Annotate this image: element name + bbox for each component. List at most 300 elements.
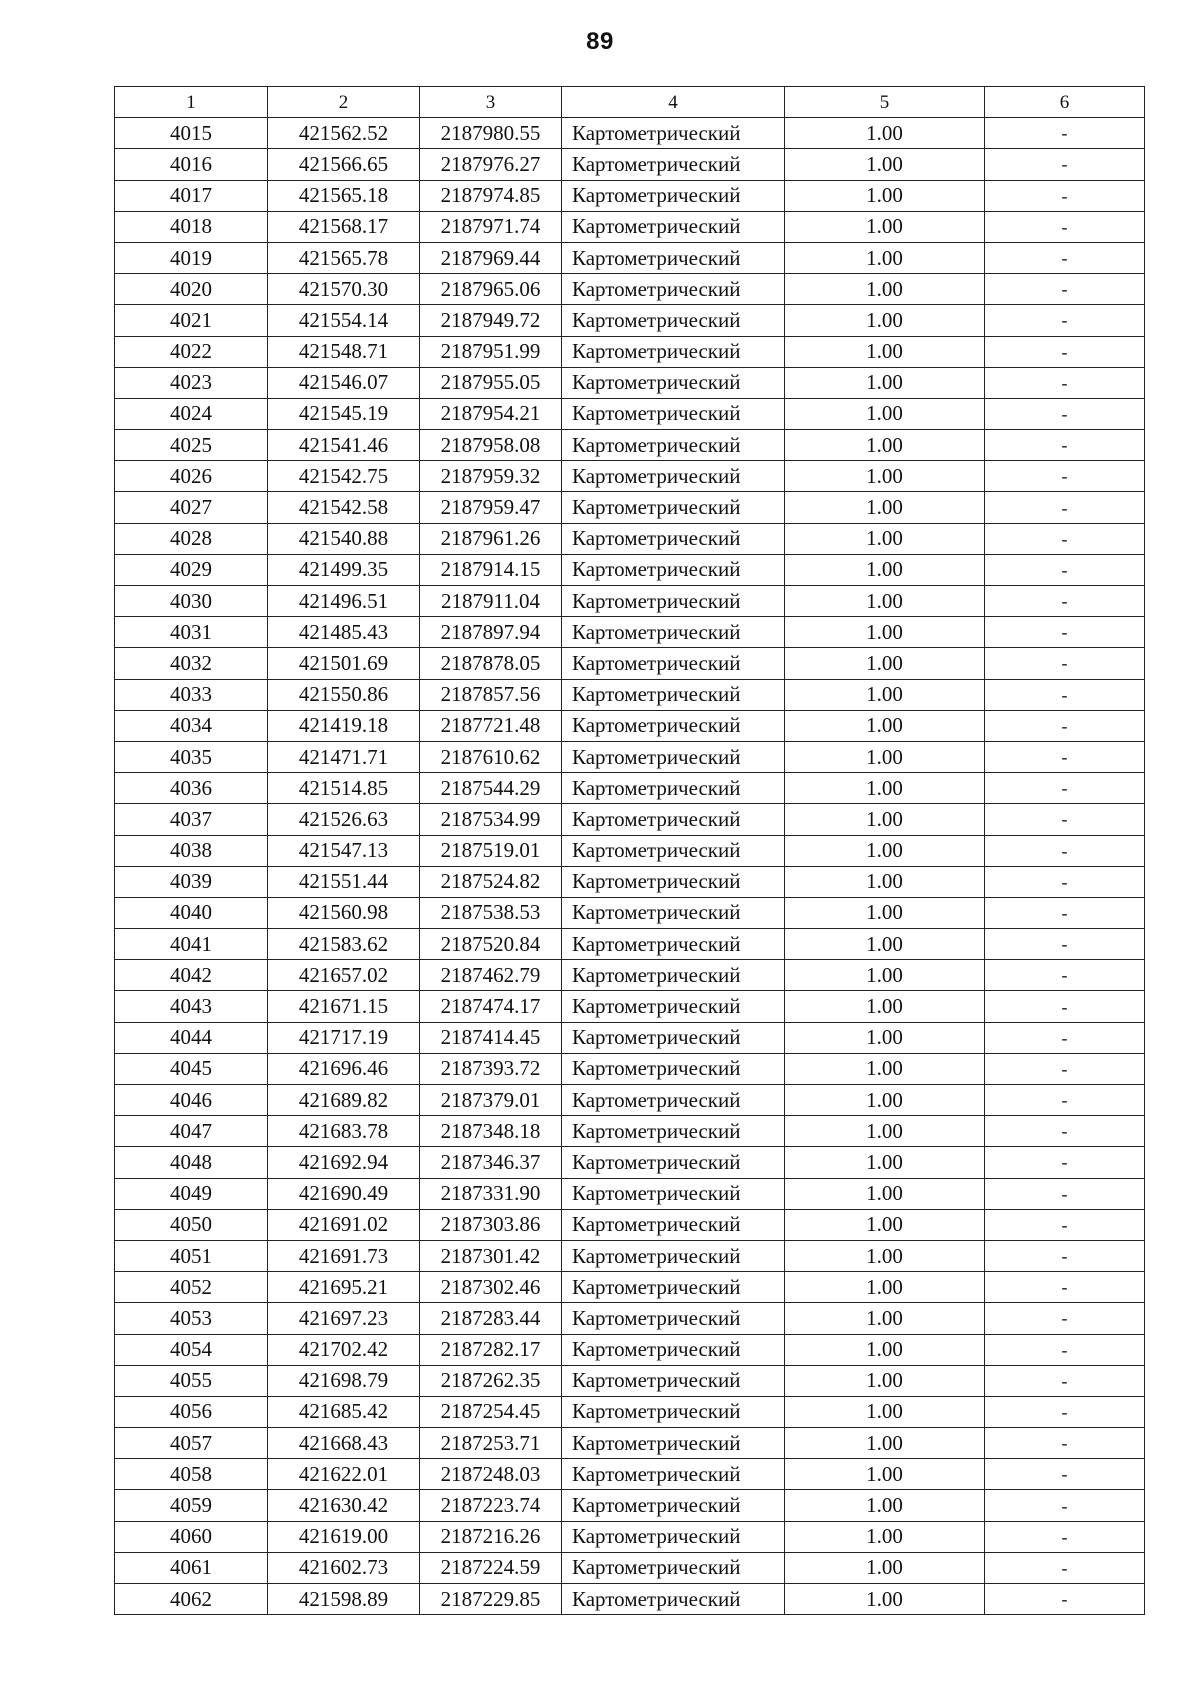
table-row (115, 866, 1145, 897)
point-number-cell: 4060 (115, 1521, 268, 1552)
x-coordinate-cell: 421565.78 (268, 242, 420, 273)
y-coordinate-cell: 2187253.71 (420, 1428, 562, 1459)
accuracy-cell: 1.00 (785, 1085, 985, 1116)
table-row (115, 586, 1145, 617)
accuracy-cell: 1.00 (785, 710, 985, 741)
method-cell: Картометрический (562, 398, 785, 429)
accuracy-cell: 1.00 (785, 1552, 985, 1583)
x-coordinate-cell: 421689.82 (268, 1085, 420, 1116)
point-number-cell: 4035 (115, 741, 268, 772)
method-cell: Картометрический (562, 554, 785, 585)
method-cell: Картометрический (562, 1521, 785, 1552)
note-cell: - (985, 180, 1145, 211)
note-cell: - (985, 367, 1145, 398)
accuracy-cell: 1.00 (785, 741, 985, 772)
point-number-cell: 4040 (115, 897, 268, 928)
table-row (115, 149, 1145, 180)
y-coordinate-cell: 2187229.85 (420, 1584, 562, 1615)
table-row (115, 367, 1145, 398)
x-coordinate-cell: 421501.69 (268, 648, 420, 679)
point-number-cell: 4042 (115, 960, 268, 991)
point-number-cell: 4034 (115, 710, 268, 741)
y-coordinate-cell: 2187961.26 (420, 523, 562, 554)
point-number-cell: 4032 (115, 648, 268, 679)
point-number-cell: 4053 (115, 1303, 268, 1334)
method-cell: Картометрический (562, 897, 785, 928)
point-number-cell: 4027 (115, 492, 268, 523)
accuracy-cell: 1.00 (785, 149, 985, 180)
accuracy-cell: 1.00 (785, 586, 985, 617)
table-header (115, 87, 1145, 118)
y-coordinate-cell: 2187971.74 (420, 211, 562, 242)
y-coordinate-cell: 2187301.42 (420, 1240, 562, 1271)
table-row (115, 1053, 1145, 1084)
point-number-cell: 4048 (115, 1147, 268, 1178)
point-number-cell: 4029 (115, 554, 268, 585)
table-row (115, 1584, 1145, 1615)
point-number-cell: 4016 (115, 149, 268, 180)
y-coordinate-cell: 2187524.82 (420, 866, 562, 897)
note-cell: - (985, 866, 1145, 897)
method-cell: Картометрический (562, 617, 785, 648)
point-number-cell: 4023 (115, 367, 268, 398)
x-coordinate-cell: 421541.46 (268, 430, 420, 461)
accuracy-cell: 1.00 (785, 554, 985, 585)
accuracy-cell: 1.00 (785, 211, 985, 242)
point-number-cell: 4039 (115, 866, 268, 897)
accuracy-cell: 1.00 (785, 804, 985, 835)
x-coordinate-cell: 421526.63 (268, 804, 420, 835)
method-cell: Картометрический (562, 1490, 785, 1521)
note-cell: - (985, 1272, 1145, 1303)
accuracy-cell: 1.00 (785, 773, 985, 804)
point-number-cell: 4019 (115, 242, 268, 273)
table-row (115, 492, 1145, 523)
y-coordinate-cell: 2187519.01 (420, 835, 562, 866)
accuracy-cell: 1.00 (785, 242, 985, 273)
table-row (115, 1178, 1145, 1209)
table-row (115, 1396, 1145, 1427)
method-cell: Картометрический (562, 773, 785, 804)
point-number-cell: 4043 (115, 991, 268, 1022)
y-coordinate-cell: 2187331.90 (420, 1178, 562, 1209)
x-coordinate-cell: 421554.14 (268, 305, 420, 336)
note-cell: - (985, 398, 1145, 429)
point-number-cell: 4021 (115, 305, 268, 336)
table-row (115, 1521, 1145, 1552)
note-cell: - (985, 1116, 1145, 1147)
table-row (115, 835, 1145, 866)
point-number-cell: 4047 (115, 1116, 268, 1147)
accuracy-cell: 1.00 (785, 1240, 985, 1271)
point-number-cell: 4054 (115, 1334, 268, 1365)
y-coordinate-cell: 2187538.53 (420, 897, 562, 928)
y-coordinate-cell: 2187303.86 (420, 1209, 562, 1240)
note-cell: - (985, 1428, 1145, 1459)
accuracy-cell: 1.00 (785, 929, 985, 960)
method-cell: Картометрический (562, 1303, 785, 1334)
point-number-cell: 4049 (115, 1178, 268, 1209)
note-cell: - (985, 991, 1145, 1022)
y-coordinate-cell: 2187262.35 (420, 1365, 562, 1396)
method-cell: Картометрический (562, 586, 785, 617)
note-cell: - (985, 617, 1145, 648)
table-row (115, 211, 1145, 242)
method-cell: Картометрический (562, 1178, 785, 1209)
note-cell: - (985, 897, 1145, 928)
accuracy-cell: 1.00 (785, 1428, 985, 1459)
y-coordinate-cell: 2187958.08 (420, 430, 562, 461)
point-number-cell: 4058 (115, 1459, 268, 1490)
y-coordinate-cell: 2187949.72 (420, 305, 562, 336)
x-coordinate-cell: 421657.02 (268, 960, 420, 991)
header-row (115, 87, 1145, 118)
y-coordinate-cell: 2187283.44 (420, 1303, 562, 1334)
x-coordinate-cell: 421683.78 (268, 1116, 420, 1147)
table-row (115, 242, 1145, 273)
table-row (115, 430, 1145, 461)
note-cell: - (985, 679, 1145, 710)
y-coordinate-cell: 2187980.55 (420, 118, 562, 149)
table-row (115, 1459, 1145, 1490)
method-cell: Картометрический (562, 1085, 785, 1116)
accuracy-cell: 1.00 (785, 1584, 985, 1615)
accuracy-cell: 1.00 (785, 398, 985, 429)
accuracy-cell: 1.00 (785, 1490, 985, 1521)
point-number-cell: 4056 (115, 1396, 268, 1427)
accuracy-cell: 1.00 (785, 1209, 985, 1240)
note-cell: - (985, 1552, 1145, 1583)
method-cell: Картометрический (562, 1459, 785, 1490)
table-row (115, 1334, 1145, 1365)
y-coordinate-cell: 2187462.79 (420, 960, 562, 991)
x-coordinate-cell: 421548.71 (268, 336, 420, 367)
point-number-cell: 4052 (115, 1272, 268, 1303)
y-coordinate-cell: 2187721.48 (420, 710, 562, 741)
accuracy-cell: 1.00 (785, 866, 985, 897)
x-coordinate-cell: 421702.42 (268, 1334, 420, 1365)
table-row (115, 1147, 1145, 1178)
method-cell: Картометрический (562, 1240, 785, 1271)
point-number-cell: 4059 (115, 1490, 268, 1521)
point-number-cell: 4037 (115, 804, 268, 835)
method-cell: Картометрический (562, 336, 785, 367)
method-cell: Картометрический (562, 804, 785, 835)
y-coordinate-cell: 2187414.45 (420, 1022, 562, 1053)
note-cell: - (985, 211, 1145, 242)
table-row (115, 1085, 1145, 1116)
y-coordinate-cell: 2187348.18 (420, 1116, 562, 1147)
x-coordinate-cell: 421690.49 (268, 1178, 420, 1209)
accuracy-cell: 1.00 (785, 991, 985, 1022)
note-cell: - (985, 1178, 1145, 1209)
x-coordinate-cell: 421545.19 (268, 398, 420, 429)
point-number-cell: 4050 (115, 1209, 268, 1240)
x-coordinate-cell: 421485.43 (268, 617, 420, 648)
note-cell: - (985, 149, 1145, 180)
note-cell: - (985, 1459, 1145, 1490)
y-coordinate-cell: 2187216.26 (420, 1521, 562, 1552)
column-header-5: 5 (785, 87, 985, 118)
x-coordinate-cell: 421570.30 (268, 274, 420, 305)
method-cell: Картометрический (562, 1272, 785, 1303)
note-cell: - (985, 804, 1145, 835)
note-cell: - (985, 586, 1145, 617)
x-coordinate-cell: 421560.98 (268, 897, 420, 928)
method-cell: Картометрический (562, 523, 785, 554)
coordinates-table (114, 86, 1145, 1615)
method-cell: Картометрический (562, 710, 785, 741)
table-row (115, 398, 1145, 429)
method-cell: Картометрический (562, 242, 785, 273)
point-number-cell: 4015 (115, 118, 268, 149)
point-number-cell: 4030 (115, 586, 268, 617)
note-cell: - (985, 1209, 1145, 1240)
y-coordinate-cell: 2187951.99 (420, 336, 562, 367)
accuracy-cell: 1.00 (785, 305, 985, 336)
x-coordinate-cell: 421546.07 (268, 367, 420, 398)
x-coordinate-cell: 421630.42 (268, 1490, 420, 1521)
accuracy-cell: 1.00 (785, 461, 985, 492)
method-cell: Картометрический (562, 1053, 785, 1084)
y-coordinate-cell: 2187965.06 (420, 274, 562, 305)
point-number-cell: 4026 (115, 461, 268, 492)
note-cell: - (985, 1053, 1145, 1084)
x-coordinate-cell: 421692.94 (268, 1147, 420, 1178)
page-number: 89 (586, 28, 614, 55)
x-coordinate-cell: 421602.73 (268, 1552, 420, 1583)
point-number-cell: 4045 (115, 1053, 268, 1084)
accuracy-cell: 1.00 (785, 679, 985, 710)
table-row (115, 1209, 1145, 1240)
x-coordinate-cell: 421717.19 (268, 1022, 420, 1053)
y-coordinate-cell: 2187974.85 (420, 180, 562, 211)
point-number-cell: 4061 (115, 1552, 268, 1583)
accuracy-cell: 1.00 (785, 1459, 985, 1490)
note-cell: - (985, 523, 1145, 554)
point-number-cell: 4044 (115, 1022, 268, 1053)
x-coordinate-cell: 421671.15 (268, 991, 420, 1022)
method-cell: Картометрический (562, 866, 785, 897)
y-coordinate-cell: 2187379.01 (420, 1085, 562, 1116)
table-row (115, 118, 1145, 149)
table-row (115, 897, 1145, 928)
method-cell: Картометрический (562, 1396, 785, 1427)
x-coordinate-cell: 421598.89 (268, 1584, 420, 1615)
note-cell: - (985, 1240, 1145, 1271)
x-coordinate-cell: 421496.51 (268, 586, 420, 617)
table-row (115, 679, 1145, 710)
table-row (115, 617, 1145, 648)
accuracy-cell: 1.00 (785, 1396, 985, 1427)
column-header-6: 6 (985, 87, 1145, 118)
x-coordinate-cell: 421568.17 (268, 211, 420, 242)
table-row (115, 1365, 1145, 1396)
accuracy-cell: 1.00 (785, 648, 985, 679)
method-cell: Картометрический (562, 1022, 785, 1053)
note-cell: - (985, 1022, 1145, 1053)
note-cell: - (985, 648, 1145, 679)
method-cell: Картометрический (562, 679, 785, 710)
x-coordinate-cell: 421514.85 (268, 773, 420, 804)
method-cell: Картометрический (562, 1584, 785, 1615)
table-row (115, 1490, 1145, 1521)
method-cell: Картометрический (562, 180, 785, 211)
accuracy-cell: 1.00 (785, 1147, 985, 1178)
x-coordinate-cell: 421542.75 (268, 461, 420, 492)
table-row (115, 991, 1145, 1022)
point-number-cell: 4062 (115, 1584, 268, 1615)
accuracy-cell: 1.00 (785, 1303, 985, 1334)
x-coordinate-cell: 421691.73 (268, 1240, 420, 1271)
accuracy-cell: 1.00 (785, 617, 985, 648)
accuracy-cell: 1.00 (785, 1521, 985, 1552)
accuracy-cell: 1.00 (785, 835, 985, 866)
y-coordinate-cell: 2187954.21 (420, 398, 562, 429)
accuracy-cell: 1.00 (785, 180, 985, 211)
x-coordinate-cell: 421499.35 (268, 554, 420, 585)
accuracy-cell: 1.00 (785, 897, 985, 928)
point-number-cell: 4022 (115, 336, 268, 367)
note-cell: - (985, 1303, 1145, 1334)
table-row (115, 1272, 1145, 1303)
y-coordinate-cell: 2187610.62 (420, 741, 562, 772)
point-number-cell: 4025 (115, 430, 268, 461)
method-cell: Картометрический (562, 991, 785, 1022)
table-row (115, 274, 1145, 305)
table-row (115, 710, 1145, 741)
y-coordinate-cell: 2187544.29 (420, 773, 562, 804)
method-cell: Картометрический (562, 305, 785, 336)
y-coordinate-cell: 2187223.74 (420, 1490, 562, 1521)
method-cell: Картометрический (562, 1365, 785, 1396)
accuracy-cell: 1.00 (785, 367, 985, 398)
point-number-cell: 4020 (115, 274, 268, 305)
accuracy-cell: 1.00 (785, 274, 985, 305)
method-cell: Картометрический (562, 1116, 785, 1147)
y-coordinate-cell: 2187955.05 (420, 367, 562, 398)
note-cell: - (985, 1147, 1145, 1178)
table-row (115, 648, 1145, 679)
y-coordinate-cell: 2187857.56 (420, 679, 562, 710)
table-row (115, 461, 1145, 492)
point-number-cell: 4055 (115, 1365, 268, 1396)
x-coordinate-cell: 421547.13 (268, 835, 420, 866)
column-header-3: 3 (420, 87, 562, 118)
method-cell: Картометрический (562, 1552, 785, 1583)
x-coordinate-cell: 421419.18 (268, 710, 420, 741)
point-number-cell: 4057 (115, 1428, 268, 1459)
method-cell: Картометрический (562, 430, 785, 461)
method-cell: Картометрический (562, 149, 785, 180)
y-coordinate-cell: 2187976.27 (420, 149, 562, 180)
note-cell: - (985, 1334, 1145, 1365)
x-coordinate-cell: 421542.58 (268, 492, 420, 523)
method-cell: Картометрический (562, 461, 785, 492)
method-cell: Картометрический (562, 1209, 785, 1240)
point-number-cell: 4041 (115, 929, 268, 960)
accuracy-cell: 1.00 (785, 523, 985, 554)
accuracy-cell: 1.00 (785, 492, 985, 523)
method-cell: Картометрический (562, 1147, 785, 1178)
x-coordinate-cell: 421622.01 (268, 1459, 420, 1490)
y-coordinate-cell: 2187959.47 (420, 492, 562, 523)
point-number-cell: 4017 (115, 180, 268, 211)
x-coordinate-cell: 421550.86 (268, 679, 420, 710)
table-row (115, 1428, 1145, 1459)
table-row (115, 1552, 1145, 1583)
y-coordinate-cell: 2187254.45 (420, 1396, 562, 1427)
y-coordinate-cell: 2187282.17 (420, 1334, 562, 1365)
x-coordinate-cell: 421583.62 (268, 929, 420, 960)
accuracy-cell: 1.00 (785, 1272, 985, 1303)
note-cell: - (985, 710, 1145, 741)
method-cell: Картометрический (562, 211, 785, 242)
y-coordinate-cell: 2187248.03 (420, 1459, 562, 1490)
method-cell: Картометрический (562, 1428, 785, 1459)
table-body (115, 118, 1145, 1615)
note-cell: - (985, 492, 1145, 523)
note-cell: - (985, 1584, 1145, 1615)
table-row (115, 804, 1145, 835)
x-coordinate-cell: 421695.21 (268, 1272, 420, 1303)
x-coordinate-cell: 421565.18 (268, 180, 420, 211)
accuracy-cell: 1.00 (785, 336, 985, 367)
x-coordinate-cell: 421471.71 (268, 741, 420, 772)
table-row (115, 523, 1145, 554)
x-coordinate-cell: 421566.65 (268, 149, 420, 180)
accuracy-cell: 1.00 (785, 118, 985, 149)
note-cell: - (985, 1085, 1145, 1116)
point-number-cell: 4028 (115, 523, 268, 554)
x-coordinate-cell: 421698.79 (268, 1365, 420, 1396)
x-coordinate-cell: 421540.88 (268, 523, 420, 554)
column-header-2: 2 (268, 87, 420, 118)
note-cell: - (985, 118, 1145, 149)
note-cell: - (985, 929, 1145, 960)
accuracy-cell: 1.00 (785, 960, 985, 991)
point-number-cell: 4051 (115, 1240, 268, 1271)
accuracy-cell: 1.00 (785, 1053, 985, 1084)
table-row (115, 960, 1145, 991)
accuracy-cell: 1.00 (785, 1334, 985, 1365)
table-row (115, 1240, 1145, 1271)
y-coordinate-cell: 2187224.59 (420, 1552, 562, 1583)
y-coordinate-cell: 2187878.05 (420, 648, 562, 679)
x-coordinate-cell: 421668.43 (268, 1428, 420, 1459)
table-row (115, 1116, 1145, 1147)
column-header-1: 1 (115, 87, 268, 118)
y-coordinate-cell: 2187969.44 (420, 242, 562, 273)
table-row (115, 1303, 1145, 1334)
column-header-4: 4 (562, 87, 785, 118)
note-cell: - (985, 835, 1145, 866)
accuracy-cell: 1.00 (785, 1022, 985, 1053)
y-coordinate-cell: 2187302.46 (420, 1272, 562, 1303)
note-cell: - (985, 1365, 1145, 1396)
method-cell: Картометрический (562, 741, 785, 772)
point-number-cell: 4024 (115, 398, 268, 429)
x-coordinate-cell: 421619.00 (268, 1521, 420, 1552)
point-number-cell: 4031 (115, 617, 268, 648)
note-cell: - (985, 960, 1145, 991)
y-coordinate-cell: 2187474.17 (420, 991, 562, 1022)
note-cell: - (985, 336, 1145, 367)
note-cell: - (985, 741, 1145, 772)
point-number-cell: 4036 (115, 773, 268, 804)
y-coordinate-cell: 2187911.04 (420, 586, 562, 617)
note-cell: - (985, 773, 1145, 804)
